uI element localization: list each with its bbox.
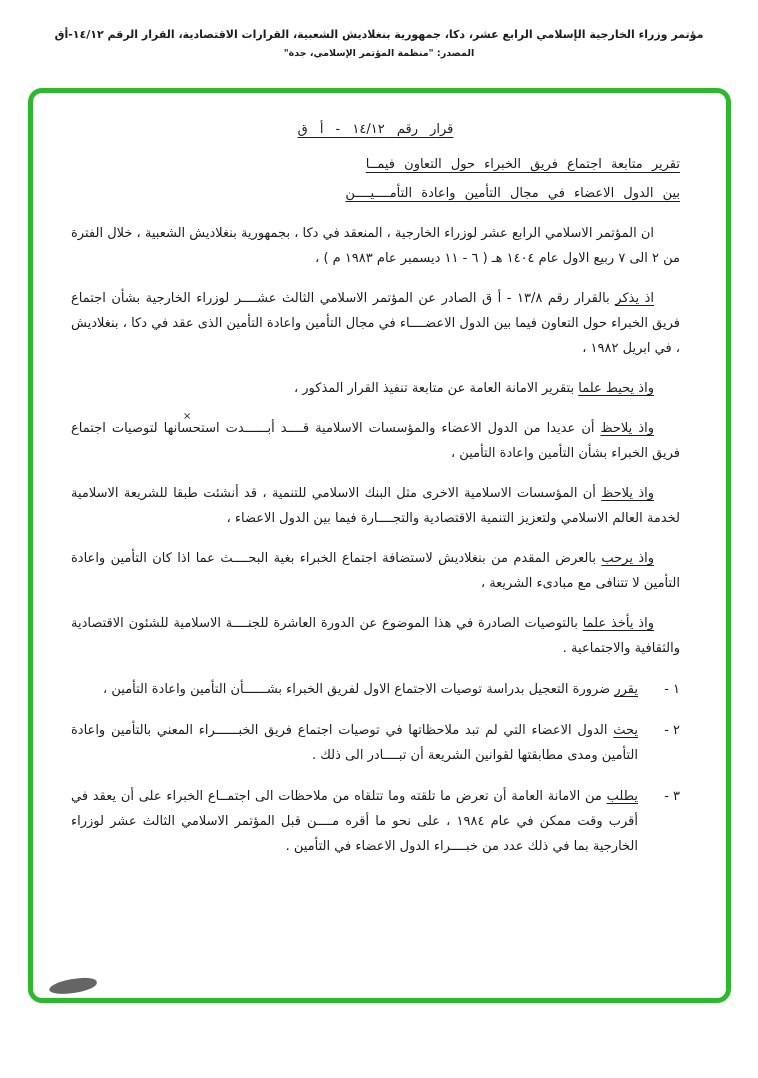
item-number: ٢ - <box>664 723 680 738</box>
item-lead: يقرر <box>614 682 638 697</box>
resolution-number-title: قرار رقم ١٤/١٢ - أ ق <box>297 122 454 137</box>
header-citation: مؤتمر وزراء الخارجية الإسلامي الرابع عشر، دكا، جمهورية بنغلاديش الشعبية، القرارات الاقتصادية، القرار الرقم ١٤/١٢-أق <box>54 28 704 41</box>
clause-lead: واذ يلاحظ <box>601 486 655 501</box>
item-body: من الامانة العامة أن تعرض ما تلقته وما تتلقاه من ملاحظات الى اجتمــاع الخبراء على أن يعقد في أقرب وقت ممكن في عام ١٩٨٤ ، على نحو ما أقره مــــن قبل المؤتمر الاسلامي الثالث عشر لوزراء الخارجية بما في ذلك عدد من خبــــراء الدول الاعضاء في التأمين . <box>71 789 638 854</box>
clause-text: أن عديدا من الدول الاعضاء والمؤسسات الاسلامية قــــد أبــــــدت استحسانها لتوصيات اجتماع فريق الخبراء بشأن التأمين واعادة التأمين ، <box>71 421 680 461</box>
clause-lead: واذ يرحب <box>601 551 655 566</box>
resolution-subject-line2: بين الدول الاعضاء في مجال التأمين واعادة التأمــــيــــن <box>345 186 680 201</box>
clause-taking-note-recommendations <box>71 611 680 661</box>
document-content <box>33 93 726 998</box>
item-lead: يحث <box>613 723 638 738</box>
clause-recalling <box>71 286 680 361</box>
numbered-item-3 <box>71 784 680 859</box>
document-frame <box>28 88 731 1003</box>
clause-text: أن المؤسسات الاسلامية الاخرى مثل البنك الاسلامي للتنمية ، قد أنشئت طبقا للشريعة الاسلامية لخدمة العالم الاسلامي ولتعزيز التنمية الاقتصادية والتجــــارة فيما بين الدول الاعضاء ، <box>71 486 680 526</box>
numbered-item-2 <box>71 718 680 768</box>
clause-text: بتقرير الامانة العامة عن متابعة تنفيذ القرار المذكور ، <box>293 381 579 396</box>
clause-text: بالقرار رقم ١٣/٨ - أ ق الصادر عن المؤتمر الاسلامي الثالث عشــــر لوزراء الخارجية بشأن اجتماع فريق الخبراء حول التعاون فيما بين الدول الاعضــــاء في مجال التأمين واعادة التأمين الذى عقد في دكا ، بنغلاديش ، في ابريل ١٩٨٢ ، <box>71 291 680 356</box>
item-number: ٣ - <box>664 789 680 804</box>
clause-taking-note-report <box>71 376 680 401</box>
item-number: ١ - <box>664 682 680 697</box>
resolution-subject-line1: تقرير متابعة اجتماع فريق الخبراء حول التعاون فيمــا <box>365 157 680 172</box>
numbered-item-1 <box>71 677 680 702</box>
clause-noting-institutions <box>71 481 680 531</box>
clause-noting-member-states <box>71 416 680 466</box>
item-text <box>71 784 638 859</box>
clause-lead: واذ يأخذ علما <box>582 616 654 631</box>
item-text <box>71 677 638 702</box>
item-lead: يطلب <box>606 789 638 804</box>
item-body: الدول الاعضاء التي لم تبد ملاحظاتها في توصيات اجتماع فريق الخبــــــراء المعني بالتأمين واعادة التأمين ومدى مطابقتها لقوانين الشريعة أن تبــــادر الى ذلك . <box>71 723 638 763</box>
item-body: ضرورة التعجيل بدراسة توصيات الاجتماع الاول لفريق الخبراء بشــــــأن التأمين واعادة التأمين ، <box>103 682 615 697</box>
clause-lead: واذ يلاحظ <box>600 421 654 436</box>
scan-artifact-x-mark: × <box>183 411 192 422</box>
header-source: المصدر: "منظمة المؤتمر الإسلامي، جدة" <box>283 48 475 59</box>
clause-text: بالعرض المقدم من بنغلاديش لاستضافة اجتماع الخبراء بغية البحــــث عما اذا كان التأمين واعادة التأمين لا تتنافى مع مبادىء الشريعة ، <box>71 551 680 591</box>
page-header <box>0 28 758 59</box>
clause-lead: واذ يحيط علما <box>578 381 654 396</box>
clause-welcoming-offer <box>71 546 680 596</box>
clause-lead: اذ يذكر <box>615 291 655 306</box>
preamble-paragraph: ان المؤتمر الاسلامي الرابع عشر لوزراء الخارجية ، المنعقد في دكا ، بجمهورية بنغلاديش الشعبية ، خلال الفترة من ٢ الى ٧ ربيع الاول عام ١٤٠٤ هـ ( ٦ - ١١ ديسمبر عام ١٩٨٣ م ) ، <box>71 226 680 266</box>
clause-text: بالتوصيات الصادرة في هذا الموضوع عن الدورة العاشرة للجنــــة الاسلامية للشئون الاقتصادية والثقافية والاجتماعية . <box>71 616 680 656</box>
item-text <box>71 718 638 768</box>
